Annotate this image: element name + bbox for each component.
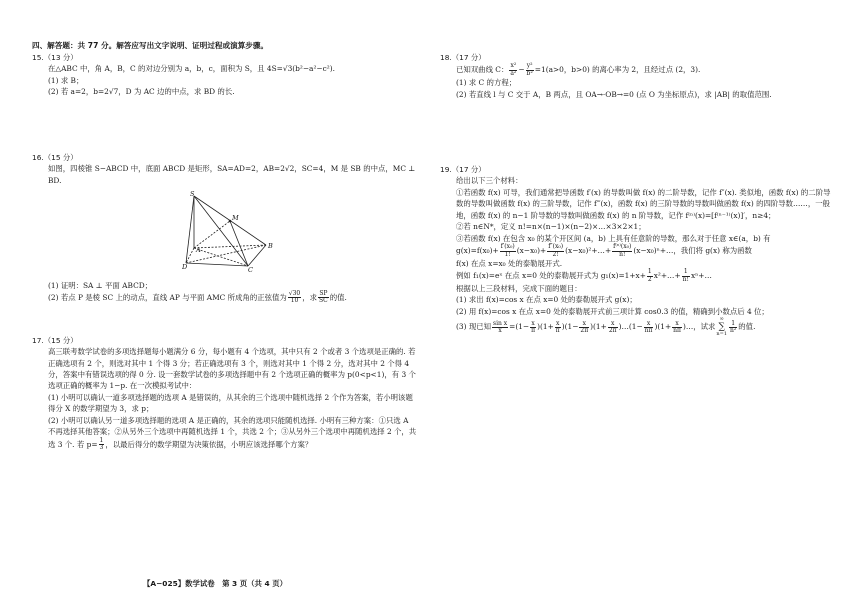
q19-part-2: (2) 用 f(x)=cos x 在点 x=0 处的泰勒展开式前三项计算 cos0.3 的值，精确到小数点后 4 位； [456, 306, 769, 316]
pyramid-diagram [182, 190, 282, 272]
segment-mc [230, 221, 248, 266]
fraction-sin: $\frac{√30}{10}$ [288, 289, 301, 305]
q18-part-2: (2) 若直线 l 与 C 交于 A，B 两点，且 OA→·OB→=0 (点 O 为坐标原点)，求 |AB| 的取值范围. [456, 89, 772, 99]
q16-heading: 16.（15 分） [32, 152, 78, 162]
label-a: A [196, 246, 201, 255]
q17-stem: 高三联考数学试卷的多项选择题每小题满分 6 分，每小题有 4 个选项，其中只有 2 个或者 3 个选项是正确的. 若正确选项有 2 个，则选对其中 1 个得 3 分；若正确选项有 3 个，则选对其中 1 个得 2 分，选对其中 2 个得 4 分，答案中有错误选项的得 0 分. 设一套数学试卷的多项选择题中有 2 个选项正确的概率为 p(0<p<1)，有 3 个选项正确的概率为 1−p. 在一次模拟考试中： [48, 347, 416, 391]
q15-stem: 在△ABC 中，角 A，B，C 的对边分别为 a，b，c，面积为 S，且 4S=√3(b²−a²−c²). [48, 64, 335, 74]
q15-part-1: (1) 求 B； [48, 75, 84, 85]
q19-task: 根据以上三段材料，完成下面的题目： [456, 283, 582, 293]
label-s: S [190, 190, 195, 199]
label-m: M [232, 214, 239, 223]
left-column [32, 40, 417, 451]
edge-cb [248, 245, 266, 266]
answer-space [32, 98, 417, 152]
segment-am [194, 221, 230, 248]
q19-material-1: ①若函数 f(x) 可导，我们通常把导函数 f′(x) 的导数叫做 f(x) 的二阶导数，记作 f″(x). 类似地，函数 f(x) 的二阶导数的导数叫做函数 f(x) 的三阶导数，记作 f‴(x)，函数 f(x) 的三阶导数的导数叫做函数 f(x) 的四阶导数……，一般地，函数 f(x) 的 n−1 阶导数的导数叫做函数 f(x) 的 n 阶导数，记作 f⁽ⁿ⁾(x)=[f⁽ⁿ⁻¹⁾(x)]′，n≥4； [456, 187, 831, 220]
q16-part-1: (1) 证明：SA ⊥ 平面 ABCD； [48, 280, 153, 290]
summation-symbol: ∞ ∑ n=1 [716, 316, 727, 338]
question-18 [440, 52, 835, 100]
question-15 [32, 52, 417, 98]
q16-stem: 如图，四棱锥 S−ABCD 中，底面 ABCD 是矩形，SA=AD=2，AB=2√2，SC=4，M 是 SB 的中点，MC ⊥ BD. [48, 164, 416, 185]
label-d: D [182, 263, 188, 272]
question-16 [32, 152, 417, 305]
q19-part-3: (3) 现已知 $\frac{\text{sin x}}{x}$ =(1− $\frac{x}{\pi}$ )(1+ $\frac{x}{\pi}$ )(1− $\frac{x}{2\pi}$ )(1+ $\frac{x}{2\pi}$ )…(1− $\frac{x}{n\pi}$ )(1+ $\frac{x}{n\pi}$ )…，试求 ∞ ∑ n=1 $\frac{1}{\text{n²}}$ 的值. [456, 316, 756, 338]
edge-sd [186, 196, 194, 263]
page-footer: 【A−025】数学试卷 第 3 页（共 4 页） [143, 579, 287, 588]
fraction-sp-sc: $\frac{SP}{SC}$ [319, 289, 328, 305]
answer-space [440, 100, 835, 164]
question-19 [440, 164, 835, 337]
label-b: B [268, 242, 273, 251]
q17-heading: 17.（15 分） [32, 335, 78, 345]
q19-material-3: ③若函数 f(x) 在包含 x₀ 的某个开区间 (a，b) 上具有任意阶的导数，那么对于任意 x∈(a，b) 有 g(x)=f(x₀)+ $\frac{\text{f′(x₀)}}{1!}$ (x−x₀)+ $\frac{\text{f″(x₀)}}{2!}$ (x−x₀)²+…+ $\frac{\text{f⁽ⁿ⁾(x₀)}}{n!}$ (x−x₀)ⁿ+…，我们将 g(x) 称为函数 f(x) 在点 x=x₀ 处的泰勒展开式. [456, 233, 771, 268]
q19-part-1: (1) 求出 f(x)=cos x 在点 x=0 处的泰勒展开式 g(x)； [456, 295, 637, 305]
diagonal-ac [194, 248, 248, 266]
q15-heading: 15.（13 分） [32, 52, 78, 62]
q15-part-2: (2) 若 a=2，b=2√7，D 为 AC 边的中点，求 BD 的长. [48, 87, 235, 97]
point-m [229, 220, 232, 223]
q16-part-2: (2) 若点 P 是棱 SC 上的动点，直线 AP 与平面 AMC 所成角的正弦值为 $\frac{√30}{10}$ ，求 $\frac{SP}{SC}$ 的值. [48, 289, 347, 305]
q18-part-1: (1) 求 C 的方程； [456, 78, 517, 88]
q17-part-2: (2) 小明可以确认另一道多项选择题的选项 A 是正确的，其余的选项只能随机选择. 小明有三种方案：①只选 A 不再选择其他答案；②从另外三个选项中再随机选择 1 个，共选 2 个；③从另外三个选项中再随机选择 2 个，共选 3 个. 若 p= $\frac{1}{3}$ ，以最后得分的数学期望为决策依据，小明应该选择哪个方案？ [48, 415, 417, 452]
label-c: C [248, 266, 253, 273]
q19-heading: 19.（17 分） [440, 165, 486, 174]
fraction-p: $\frac{1}{3}$ [99, 436, 104, 452]
q19-example: 例如 f₁(x)=eˣ 在点 x=0 处的泰勒展开式为 g₁(x)=1+x+ $\frac{1}{2}$ x²+…+ $\frac{1}{n!}$ xⁿ+… [456, 268, 712, 283]
edge-dc [186, 263, 248, 266]
q18-heading: 18.（17 分） [440, 53, 486, 62]
q17-part-1: (1) 小明可以确认一道多项选择题的选项 A 是错误的，从其余的三个选项中随机选择 2 个作为答案，若小明该题得分 X 的数学期望为 3，求 p； [48, 392, 413, 414]
q19-intro: 给出以下三个材料： [456, 176, 523, 186]
q18-stem: 已知双曲线 C： $\frac{\text{x²}}{\text{a²}}$ − $\frac{\text{y²}}{\text{b²}}$ =1(a>0，b>0) 的离心率为 2，且经过点 (2，3). [456, 62, 701, 77]
pyramid-figure [182, 190, 417, 275]
answer-space [32, 305, 417, 335]
right-column [440, 52, 835, 337]
question-17 [32, 335, 417, 452]
q19-material-2: ②若 n∈N*，定义 n!=n×(n−1)×(n−2)×…×3×2×1； [456, 222, 646, 232]
section-header: 四、解答题：共 77 分。解答应写出文字说明、证明过程或演算步骤。 [32, 41, 269, 50]
